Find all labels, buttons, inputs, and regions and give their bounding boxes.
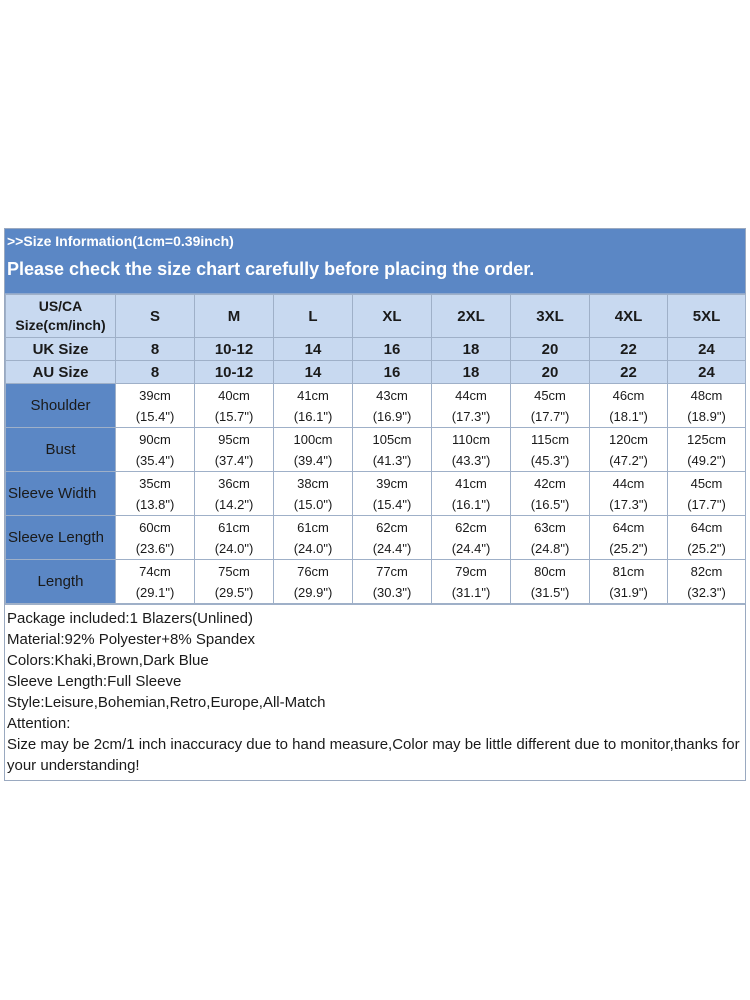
measurement-cell [274, 428, 353, 472]
note-style: Style:Leisure,Bohemian,Retro,Europe,All-Match [7, 694, 326, 711]
inch-value: (18.9") [687, 408, 726, 424]
measurement-cell [668, 516, 746, 560]
uk-size-cell: 14 [274, 338, 353, 361]
size-table [5, 294, 746, 604]
cm-value: 76cm [297, 563, 329, 579]
cm-value: 38cm [297, 475, 329, 491]
inch-value: (16.1") [451, 496, 491, 512]
measurement-label: Sleeve Length [6, 516, 116, 560]
measurement-cell [116, 560, 195, 604]
measurement-label: Bust [6, 428, 116, 472]
size-info-heading: >>Size Information(1cm=0.39inch) [7, 233, 234, 249]
measurement-cell [195, 472, 274, 516]
measurement-cell [590, 560, 668, 604]
note-sleeve-length: Sleeve Length:Full Sleeve [7, 673, 182, 690]
au-size-label: AU Size [6, 361, 116, 384]
note-colors: Colors:Khaki,Brown,Dark Blue [7, 652, 209, 669]
inch-value: (17.3") [451, 408, 491, 424]
au-size-cell: 10-12 [195, 361, 274, 384]
measurement-cell [195, 428, 274, 472]
size-header-cell: L [274, 295, 353, 338]
cm-value: 120cm [608, 431, 649, 447]
cm-value: 80cm [534, 563, 566, 579]
measurement-cell [668, 384, 746, 428]
cm-value: 75cm [218, 563, 250, 579]
inch-value: (16.9") [372, 408, 412, 424]
cm-value: 100cm [293, 431, 333, 447]
measurement-cell [116, 384, 195, 428]
cm-value: 74cm [139, 563, 171, 579]
au-size-cell: 16 [353, 361, 432, 384]
measurement-row [6, 472, 746, 516]
measurement-row [6, 428, 746, 472]
inch-value: (45.3") [530, 452, 570, 468]
cm-value: 44cm [455, 387, 487, 403]
cm-value: 46cm [612, 387, 645, 403]
measurement-cell [432, 384, 511, 428]
measurement-cell [353, 384, 432, 428]
cm-value: 110cm [451, 431, 491, 447]
measurement-cell [195, 516, 274, 560]
uk-size-cell: 24 [668, 338, 746, 361]
size-header-cell: M [195, 295, 274, 338]
us-size-row [6, 295, 746, 338]
measurement-cell [353, 560, 432, 604]
measurement-cell [668, 428, 746, 472]
inch-value: (39.4") [293, 452, 333, 468]
inch-value: (16.1") [293, 408, 333, 424]
inch-value: (14.2") [214, 496, 254, 512]
cm-value: 39cm [376, 475, 408, 491]
size-header-cell: S [116, 295, 195, 338]
measurement-cell [353, 516, 432, 560]
size-header-cell: 2XL [432, 295, 511, 338]
inch-value: (15.4") [372, 496, 412, 512]
measurement-cell [668, 472, 746, 516]
cm-value: 36cm [218, 475, 250, 491]
measurement-cell [432, 472, 511, 516]
cm-value: 105cm [372, 431, 412, 447]
measurement-row [6, 560, 746, 604]
au-size-cell: 22 [590, 361, 668, 384]
measurement-cell [195, 560, 274, 604]
uk-size-cell: 20 [511, 338, 590, 361]
inch-value: (23.6") [135, 540, 175, 556]
au-size-row [6, 361, 746, 384]
measurement-row [6, 384, 746, 428]
uk-size-cell: 16 [353, 338, 432, 361]
measurement-cell [116, 516, 195, 560]
inch-value: (32.3") [687, 584, 726, 600]
inch-value: (24.0") [293, 540, 333, 556]
inch-value: (17.7") [687, 496, 726, 512]
measurement-cell [590, 516, 668, 560]
inch-value: (16.5") [530, 496, 570, 512]
cm-value: 82cm [690, 563, 723, 579]
measurement-cell [432, 560, 511, 604]
uk-size-cell: 22 [590, 338, 668, 361]
size-header-cell: 3XL [511, 295, 590, 338]
measurement-label: Sleeve Width [6, 472, 116, 516]
inch-value: (24.8") [530, 540, 570, 556]
cm-value: 64cm [690, 519, 723, 535]
measurement-cell [590, 384, 668, 428]
cm-value: 45cm [534, 387, 566, 403]
measurement-cell [353, 472, 432, 516]
size-chart [4, 228, 746, 781]
cm-value: 41cm [455, 475, 487, 491]
inch-value: (37.4") [214, 452, 254, 468]
inch-value: (25.2") [687, 540, 726, 556]
inch-value: (29.1") [135, 584, 175, 600]
inch-value: (31.5") [530, 584, 570, 600]
cm-value: 90cm [139, 431, 171, 447]
cm-value: 125cm [686, 431, 727, 447]
cm-value: 44cm [612, 475, 645, 491]
cm-value: 35cm [139, 475, 171, 491]
measurement-cell [116, 428, 195, 472]
measurement-cell [195, 384, 274, 428]
measurement-cell [511, 560, 590, 604]
inch-value: (31.1") [451, 584, 491, 600]
uk-size-label: UK Size [6, 338, 116, 361]
cm-value: 61cm [297, 519, 329, 535]
measurement-cell [511, 384, 590, 428]
au-size-cell: 20 [511, 361, 590, 384]
inch-value: (15.7") [214, 408, 254, 424]
inch-value: (29.5") [214, 584, 254, 600]
measurement-cell [511, 516, 590, 560]
size-chart-header [5, 229, 745, 294]
measurement-cell [116, 472, 195, 516]
inch-value: (29.9") [293, 584, 333, 600]
cm-value: 95cm [218, 431, 250, 447]
cm-value: 77cm [376, 563, 408, 579]
cm-value: 64cm [612, 519, 645, 535]
inch-value: (18.1") [609, 408, 648, 424]
measurement-cell [274, 472, 353, 516]
measurement-cell [274, 560, 353, 604]
cm-value: 79cm [455, 563, 487, 579]
inch-value: (15.0") [293, 496, 333, 512]
cm-value: 43cm [376, 387, 408, 403]
uk-size-cell: 18 [432, 338, 511, 361]
cm-value: 62cm [376, 519, 408, 535]
inch-value: (17.3") [609, 496, 648, 512]
cm-value: 63cm [534, 519, 566, 535]
inch-value: (24.4") [451, 540, 491, 556]
product-notes [5, 604, 745, 780]
measurement-cell [274, 516, 353, 560]
uk-size-cell: 10-12 [195, 338, 274, 361]
inch-value: (15.4") [135, 408, 175, 424]
us-size-label-line1: US/CA [38, 298, 83, 314]
measurement-cell [353, 428, 432, 472]
cm-value: 40cm [218, 387, 250, 403]
inch-value: (47.2") [609, 452, 648, 468]
measurement-cell [432, 428, 511, 472]
size-header-cell: 5XL [668, 295, 746, 338]
measurement-cell [511, 428, 590, 472]
measurement-cell [590, 472, 668, 516]
cm-value: 41cm [297, 387, 329, 403]
inch-value: (17.7") [530, 408, 570, 424]
cm-value: 115cm [530, 431, 570, 447]
au-size-cell: 18 [432, 361, 511, 384]
measurement-label: Shoulder [6, 384, 116, 428]
inch-value: (24.0") [214, 540, 254, 556]
measurement-cell [511, 472, 590, 516]
measurement-row [6, 516, 746, 560]
note-measurement-disclaimer: Size may be 2cm/1 inch inaccuracy due to hand measure,Color may be little different due to monitor,thanks for your understanding! [7, 736, 740, 774]
measurement-cell [668, 560, 746, 604]
uk-size-cell: 8 [116, 338, 195, 361]
measurement-cell [274, 384, 353, 428]
au-size-cell: 14 [274, 361, 353, 384]
size-notice-heading: Please check the size chart carefully before placing the order. [7, 259, 535, 279]
inch-value: (31.9") [609, 584, 648, 600]
au-size-cell: 24 [668, 361, 746, 384]
uk-size-row [6, 338, 746, 361]
inch-value: (30.3") [372, 584, 412, 600]
cm-value: 45cm [690, 475, 723, 491]
cm-value: 81cm [612, 563, 645, 579]
cm-value: 48cm [690, 387, 723, 403]
us-size-label [6, 295, 116, 338]
measurement-cell [590, 428, 668, 472]
note-attention: Attention: [7, 715, 71, 732]
cm-value: 39cm [139, 387, 171, 403]
note-material: Material:92% Polyester+8% Spandex [7, 631, 256, 648]
note-package: Package included:1 Blazers(Unlined) [7, 610, 253, 627]
au-size-cell: 8 [116, 361, 195, 384]
inch-value: (25.2") [609, 540, 648, 556]
size-header-cell: XL [353, 295, 432, 338]
cm-value: 60cm [139, 519, 171, 535]
cm-value: 42cm [534, 475, 566, 491]
inch-value: (43.3") [451, 452, 491, 468]
inch-value: (49.2") [687, 452, 726, 468]
cm-value: 62cm [455, 519, 487, 535]
measurement-cell [432, 516, 511, 560]
inch-value: (41.3") [372, 452, 412, 468]
inch-value: (13.8") [135, 496, 175, 512]
cm-value: 61cm [218, 519, 250, 535]
us-size-label-line2: Size(cm/inch) [15, 317, 106, 333]
size-header-cell: 4XL [590, 295, 668, 338]
inch-value: (24.4") [372, 540, 412, 556]
inch-value: (35.4") [135, 452, 175, 468]
measurement-label: Length [6, 560, 116, 604]
